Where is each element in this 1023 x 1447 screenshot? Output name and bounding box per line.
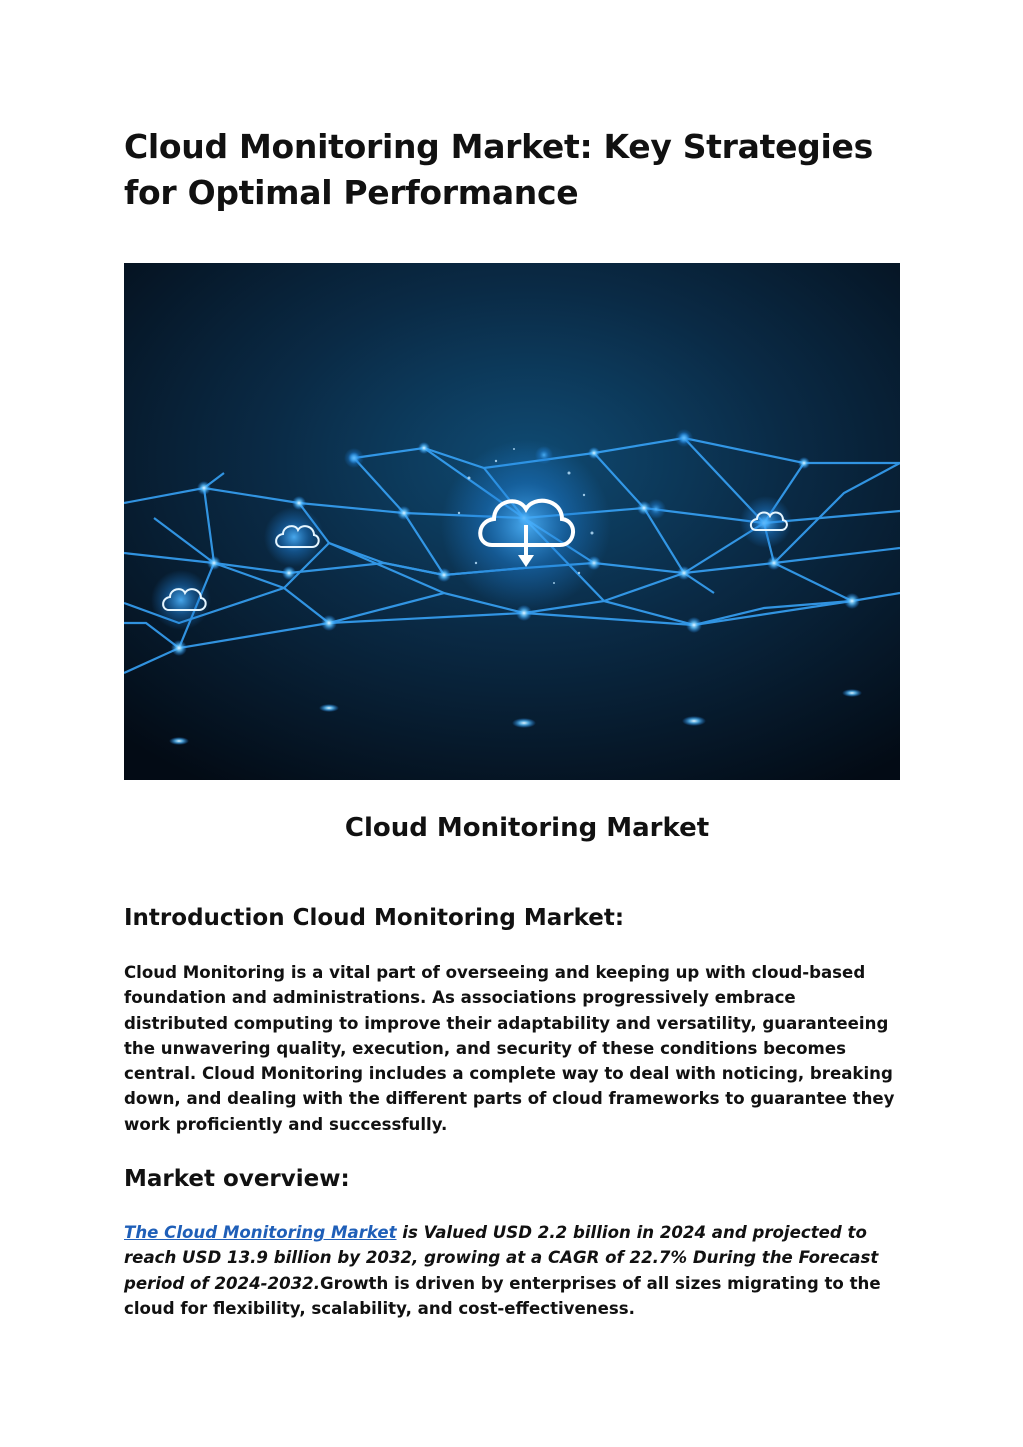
hero-image [124,263,900,780]
cloud-monitoring-market-link[interactable]: The Cloud Monitoring Market [124,1223,397,1242]
introduction-paragraph: Cloud Monitoring is a vital part of overseeing and keeping up with cloud-based foundation and administrations. As associations progressively embrace distributed computing to improve their adaptability and versatility, guaranteeing the unwavering quality, execution, and security of these conditions becomes central. Cloud Monitoring includes a complete way to deal with noticing, breaking down, and dealing with the different parts of cloud frameworks to guarantee they work proficiently and successfully. [124,963,895,1134]
section-heading-market-overview: Market overview: [124,1166,350,1192]
image-caption: Cloud Monitoring Market [344,813,710,843]
market-growth-text: Growth is driven by enterprises of all sizes migrating to the cloud for flexibility, scalability, and cost-effectiveness. [124,1273,881,1318]
market-overview-paragraph [124,1220,902,1321]
cloud-network-illustration [124,263,900,780]
section-heading-introduction: Introduction Cloud Monitoring Market: [124,905,625,931]
page-title: Cloud Monitoring Market: Key Strategies for Optimal Performance [124,127,873,212]
market-valuation-text: is Valued USD 2.2 billion in 2024 and projected to reach USD 13.9 billion by 2032, growing at a CAGR of 22.7% During the Forecast period of 2024-2032. [124,1223,879,1293]
